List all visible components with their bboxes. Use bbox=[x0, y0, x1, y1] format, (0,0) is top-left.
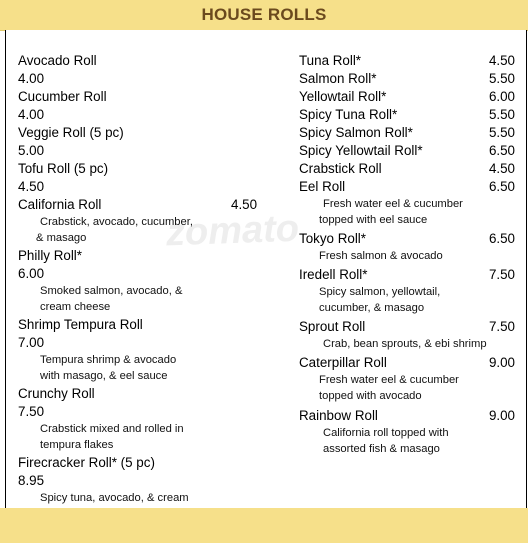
item-heading bbox=[299, 407, 517, 425]
item-name: Avocado Roll bbox=[18, 53, 97, 68]
item-price: 6.00 bbox=[488, 89, 515, 104]
item-name: Sprout Roll bbox=[299, 319, 366, 334]
description-line: tempura flakes bbox=[40, 439, 114, 451]
description-line: assorted fish & masago bbox=[323, 443, 440, 455]
description-line: Fresh water eel & cucumber bbox=[323, 198, 463, 210]
menu-item bbox=[18, 124, 278, 160]
menu-item bbox=[299, 407, 517, 457]
left-column bbox=[18, 52, 278, 539]
menu-item bbox=[18, 247, 278, 315]
item-description bbox=[299, 196, 517, 228]
menu-item bbox=[299, 142, 517, 160]
item-description bbox=[18, 421, 278, 453]
item-name: Tuna Roll* bbox=[299, 53, 362, 68]
item-name: Salmon Roll* bbox=[299, 71, 377, 86]
item-description bbox=[299, 248, 517, 264]
description-line: Spicy tuna, avocado, & cream bbox=[40, 492, 189, 504]
description-line: Fresh salmon & avocado bbox=[319, 250, 443, 262]
item-name: Spicy Tuna Roll* bbox=[299, 107, 398, 122]
right-column bbox=[299, 52, 517, 458]
item-price: 7.00 bbox=[18, 335, 45, 350]
description-line: Crab, bean sprouts, & ebi shrimp bbox=[323, 338, 487, 350]
item-name: Rainbow Roll bbox=[299, 408, 378, 423]
item-price: 6.00 bbox=[18, 266, 45, 281]
item-description bbox=[299, 336, 517, 352]
menu-item bbox=[299, 160, 517, 178]
item-price: 7.50 bbox=[18, 404, 45, 419]
item-description bbox=[18, 283, 278, 315]
menu-item bbox=[299, 318, 517, 352]
watermark: zomato bbox=[165, 207, 300, 255]
menu-item bbox=[299, 178, 517, 228]
item-name: Tokyo Roll* bbox=[299, 231, 366, 246]
item-heading bbox=[299, 178, 517, 196]
menu-item bbox=[18, 160, 278, 196]
item-name: Yellowtail Roll* bbox=[299, 89, 387, 104]
menu-item bbox=[299, 88, 517, 106]
item-price: 4.50 bbox=[488, 53, 515, 68]
item-price: 6.50 bbox=[488, 179, 515, 194]
item-price: 6.50 bbox=[488, 231, 515, 246]
item-name: Philly Roll* bbox=[18, 248, 82, 263]
item-name: Crabstick Roll bbox=[299, 161, 382, 176]
item-name-text: California Roll bbox=[18, 197, 102, 212]
description-line: topped with avocado bbox=[319, 390, 422, 402]
item-name: Cucumber Roll bbox=[18, 89, 107, 104]
description-line: Tempura shrimp & avocado bbox=[40, 354, 177, 366]
item-name: Crunchy Roll bbox=[18, 386, 95, 401]
item-name: Veggie Roll (5 pc) bbox=[18, 125, 124, 140]
menu-item bbox=[299, 230, 517, 264]
menu-item bbox=[18, 316, 278, 384]
item-price: 9.00 bbox=[488, 355, 515, 370]
item-description bbox=[299, 372, 517, 404]
item-price: 5.50 bbox=[488, 71, 515, 86]
description-line: topped with eel sauce bbox=[319, 214, 428, 226]
item-heading bbox=[299, 230, 517, 248]
item-name bbox=[18, 196, 278, 214]
menu-item bbox=[18, 52, 278, 88]
menu-item bbox=[299, 106, 517, 124]
item-price: 5.50 bbox=[488, 125, 515, 140]
item-name: Spicy Yellowtail Roll* bbox=[299, 143, 423, 158]
item-description bbox=[299, 425, 517, 457]
menu-item bbox=[299, 124, 517, 142]
item-price: 9.00 bbox=[488, 408, 515, 423]
menu-item bbox=[299, 266, 517, 316]
item-heading bbox=[299, 318, 517, 336]
item-description bbox=[18, 214, 278, 246]
menu-item bbox=[299, 354, 517, 404]
description-line: Crabstick mixed and rolled in bbox=[40, 423, 184, 435]
description-line: cucumber, & masago bbox=[319, 302, 425, 314]
item-heading bbox=[299, 266, 517, 284]
menu-item bbox=[18, 88, 278, 124]
item-price: 4.00 bbox=[18, 71, 45, 86]
menu-item bbox=[18, 385, 278, 453]
description-line: cream cheese bbox=[40, 301, 111, 313]
item-price: 4.00 bbox=[18, 107, 45, 122]
description-line: Smoked salmon, avocado, & bbox=[40, 285, 183, 297]
item-price: 5.00 bbox=[18, 143, 45, 158]
menu-header bbox=[0, 0, 528, 31]
item-name: Caterpillar Roll bbox=[299, 355, 387, 370]
item-price: 4.50 bbox=[18, 179, 45, 194]
item-name: Eel Roll bbox=[299, 179, 346, 194]
item-heading bbox=[299, 354, 517, 372]
menu-panel bbox=[5, 30, 527, 509]
item-name: Iredell Roll* bbox=[299, 267, 368, 282]
description-line: with masago, & eel sauce bbox=[40, 370, 168, 382]
item-name: Shrimp Tempura Roll bbox=[18, 317, 143, 332]
menu-item bbox=[299, 70, 517, 88]
item-name: Tofu Roll (5 pc) bbox=[18, 161, 109, 176]
item-price: 4.50 bbox=[488, 161, 515, 176]
description-line: & masago bbox=[36, 232, 87, 244]
section-title: HOUSE ROLLS bbox=[201, 5, 327, 24]
item-price: 7.50 bbox=[488, 267, 515, 282]
footer-band bbox=[0, 508, 528, 543]
description-line: Crabstick, avocado, cucumber, bbox=[40, 216, 193, 228]
item-name: Firecracker Roll* (5 pc) bbox=[18, 455, 155, 470]
menu-item bbox=[18, 196, 278, 246]
description-line: Fresh water eel & cucumber bbox=[319, 374, 459, 386]
item-price: 4.50 bbox=[231, 197, 258, 212]
item-price: 5.50 bbox=[488, 107, 515, 122]
item-price: 8.95 bbox=[18, 473, 45, 488]
description-line: Spicy salmon, yellowtail, bbox=[319, 286, 441, 298]
description-line: California roll topped with bbox=[323, 427, 449, 439]
item-name: Spicy Salmon Roll* bbox=[299, 125, 413, 140]
item-price: 7.50 bbox=[488, 319, 515, 334]
item-price: 6.50 bbox=[488, 143, 515, 158]
item-description bbox=[18, 352, 278, 384]
menu-item bbox=[299, 52, 517, 70]
item-description bbox=[299, 284, 517, 316]
